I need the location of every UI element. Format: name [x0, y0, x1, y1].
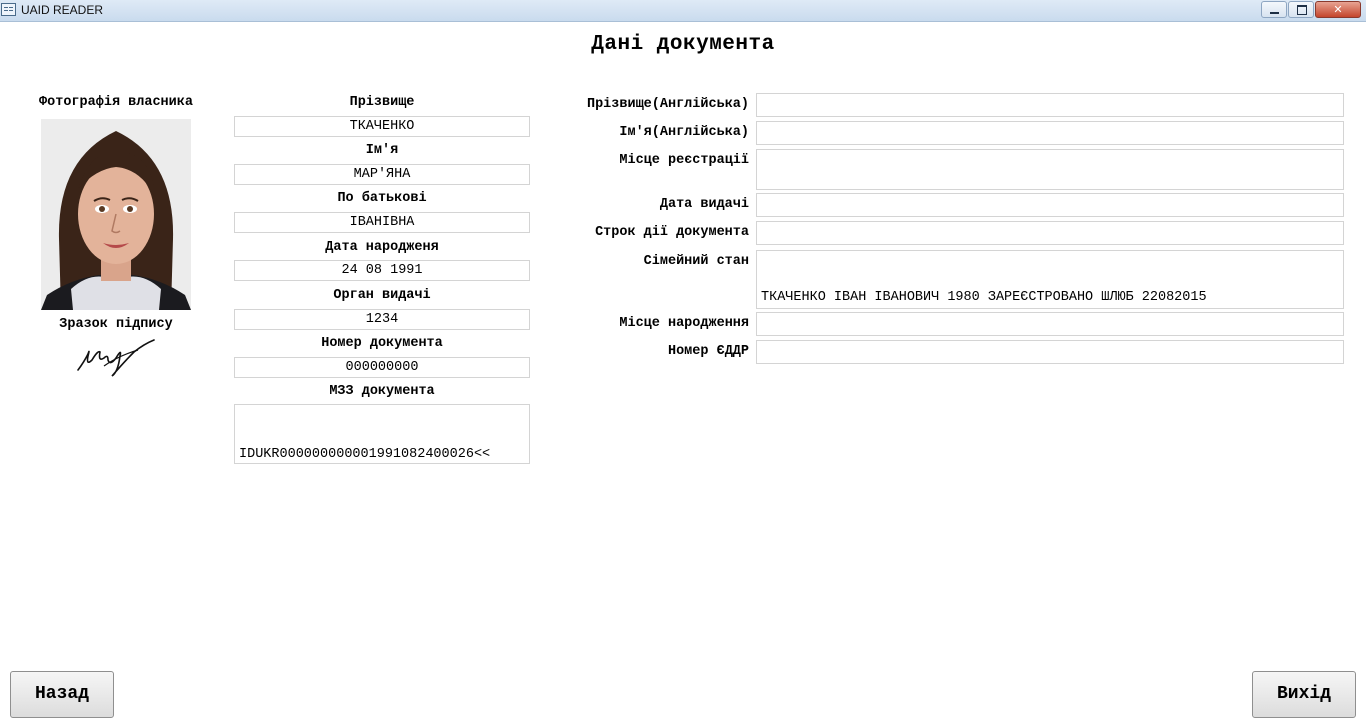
- maximize-button[interactable]: [1288, 1, 1314, 18]
- surname-label: Прізвище: [349, 95, 415, 110]
- expiry-date-field: [756, 221, 1344, 245]
- exit-button[interactable]: Вихід: [1252, 671, 1356, 718]
- eddr-number-label: Номер ЄДДР: [667, 344, 749, 359]
- birth-date-label: Дата народженя: [325, 240, 439, 255]
- birth-date-field: 24 08 1991: [234, 260, 530, 281]
- marital-status-label: Сімейний стан: [643, 254, 749, 269]
- mrz-line: IDUKR000000000001991082400026<<: [239, 447, 491, 462]
- field-line: ТКАЧЕНКО ІВАН ІВАНОВИЧ 1980 ЗАРЕЄСТРОВАНО ШЛЮБ 22082015: [761, 290, 1207, 305]
- marital-status-field: [756, 250, 1344, 309]
- expiry-date-label: Строк дії документа: [595, 225, 749, 240]
- eddr-number-field: [756, 340, 1344, 364]
- first-name-en-label: Ім'я(Англійська): [619, 125, 749, 140]
- signature-image: [74, 336, 158, 378]
- window-title: UAID READER: [21, 3, 104, 17]
- patronymic-label: По батькові: [337, 191, 427, 206]
- registration-place-label: Місце реєстрації: [619, 153, 749, 168]
- first-name-field: МАР'ЯНА: [234, 164, 530, 185]
- surname-field: ТКАЧЕНКО: [234, 116, 530, 137]
- page-title: Дані документа: [591, 33, 775, 56]
- minimize-button[interactable]: [1261, 1, 1287, 18]
- mrz-field: [234, 404, 530, 464]
- document-number-label: Номер документа: [321, 336, 443, 351]
- issuing-authority-label: Орган видачі: [333, 288, 431, 303]
- mrz-label: МЗЗ документа: [329, 384, 435, 399]
- app-icon: [1, 3, 16, 16]
- owner-photo: [41, 119, 191, 310]
- first-name-label: Ім'я: [365, 143, 399, 158]
- close-button[interactable]: [1315, 1, 1361, 18]
- first-name-en-field: [756, 121, 1344, 145]
- patronymic-field: ІВАНІВНА: [234, 212, 530, 233]
- field-line: [761, 188, 1339, 190]
- registration-place-field: [756, 149, 1344, 190]
- issuing-authority-field: 1234: [234, 309, 530, 330]
- surname-en-label: Прізвище(Англійська): [586, 97, 749, 112]
- surname-en-field: [756, 93, 1344, 117]
- signature-label: Зразок підпису: [59, 317, 173, 332]
- issue-date-field: [756, 193, 1344, 217]
- back-button[interactable]: Назад: [10, 671, 114, 718]
- window-titlebar: [0, 0, 1366, 22]
- document-number-field: 000000000: [234, 357, 530, 378]
- birth-place-label: Місце народження: [619, 316, 749, 331]
- owner-photo-label: Фотографія власника: [39, 95, 193, 110]
- issue-date-label: Дата видачі: [659, 197, 749, 212]
- birth-place-field: [756, 312, 1344, 336]
